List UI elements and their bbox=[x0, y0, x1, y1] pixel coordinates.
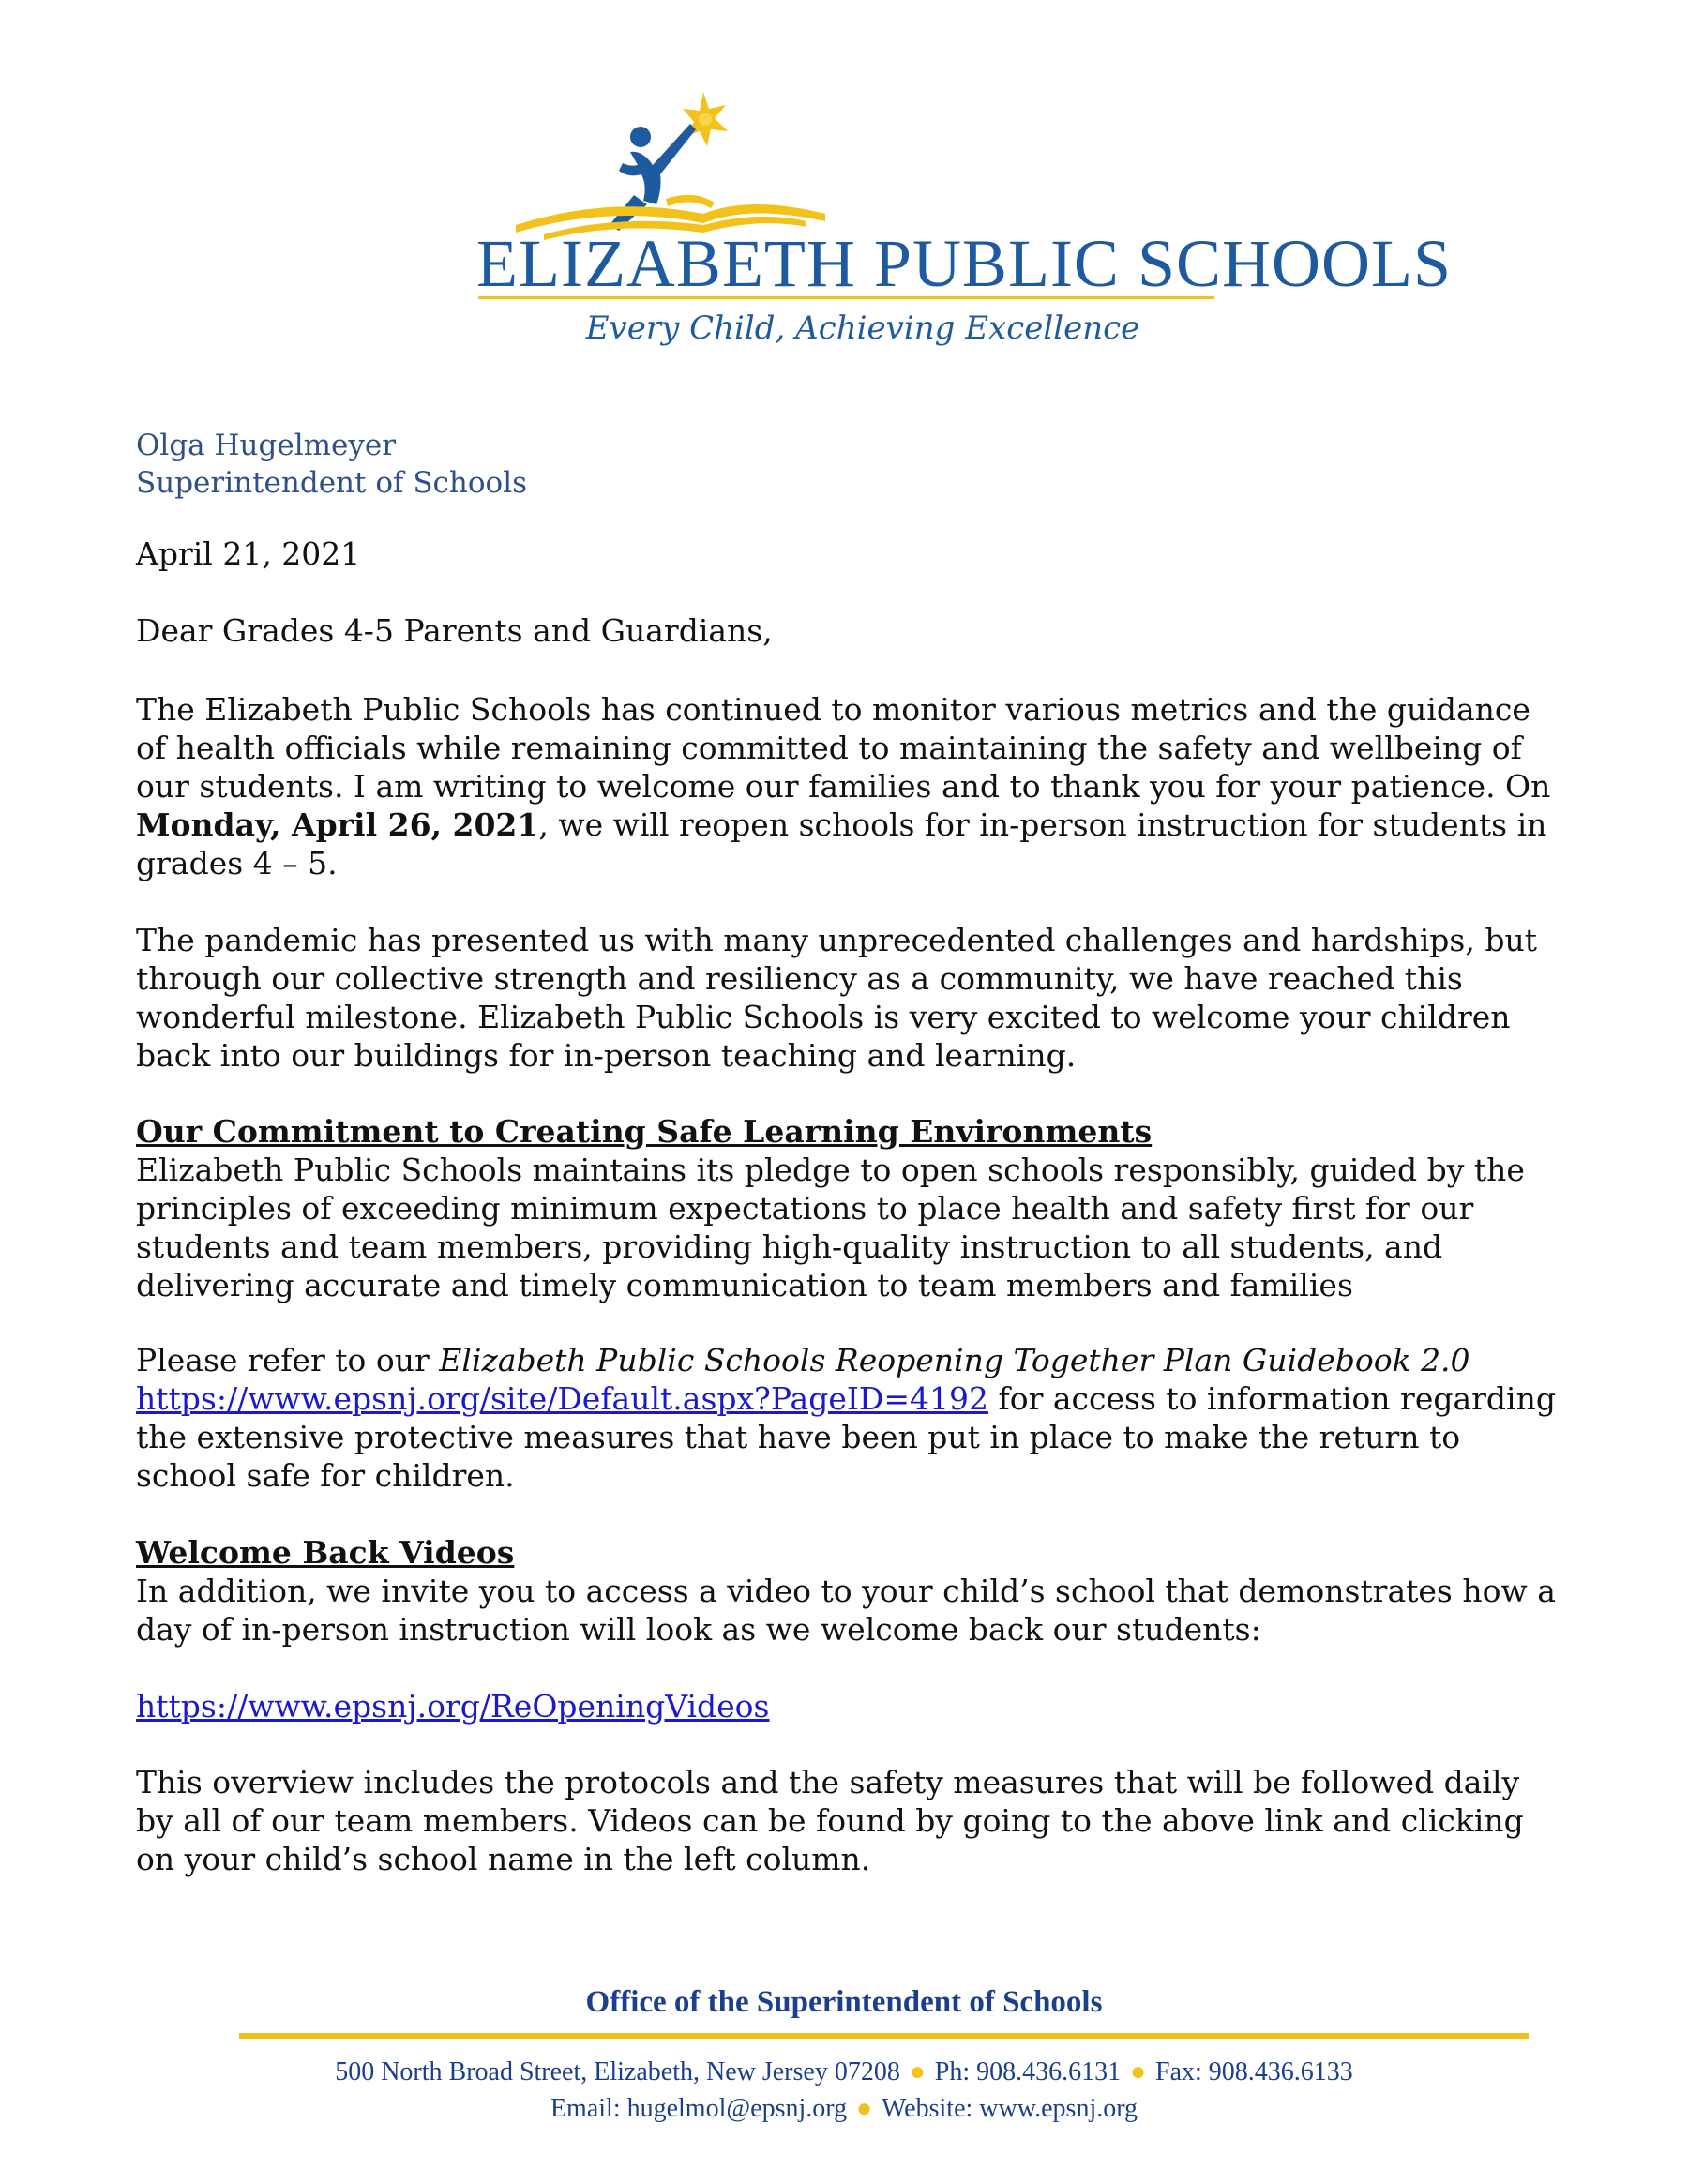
paragraph-text: The pandemic has presented us with many unprecedented challenges and hardships, but through our collective strength and resiliency as a community, we have reached this wonderful milestone. Elizabeth Public Schools is very excited to welcome your children back into our buildings for in-person teaching and learning. bbox=[136, 922, 1537, 1074]
guidebook-title: Elizabeth Public Schools Reopening Together Plan Guidebook 2.0 bbox=[439, 1342, 1470, 1378]
logo-title: ELIZABETH PUBLIC SCHOOLS bbox=[476, 226, 1453, 301]
videos-link-line bbox=[136, 1687, 1561, 1725]
paragraph-text: Please refer to our bbox=[136, 1342, 440, 1378]
paragraph-overview bbox=[136, 1763, 1561, 1878]
footer-divider bbox=[239, 2033, 1529, 2039]
footer-website[interactable]: Website: www.epsnj.org bbox=[882, 2094, 1138, 2123]
paragraph-text: This overview includes the protocols and the safety measures that will be followed daily by all of our team members. Videos can be found by going to the above link and clicking on your child’s school name in the left column. bbox=[136, 1764, 1524, 1877]
paragraph-pandemic bbox=[136, 921, 1561, 1075]
sender-name: Olga Hugelmeyer bbox=[136, 429, 397, 462]
section-heading: Welcome Back Videos bbox=[136, 1534, 515, 1571]
reopening-date: Monday, April 26, 2021 bbox=[136, 806, 539, 843]
logo-tagline: Every Child, Achieving Excellence bbox=[585, 309, 1140, 347]
sender-title: Superintendent of Schools bbox=[136, 466, 528, 500]
bullet-icon: ● bbox=[909, 2057, 926, 2086]
footer-address: 500 North Broad Street, Elizabeth, New Jersey 07208 bbox=[335, 2057, 900, 2086]
paragraph-text: In addition, we invite you to access a video to your child’s school that demonstrates how a day of in-person instruction will look as we welcome back our students: bbox=[136, 1573, 1556, 1648]
footer-fax: Fax: 908.436.6133 bbox=[1155, 2057, 1353, 2086]
section-safe-learning bbox=[136, 1112, 1561, 1304]
footer-phone: Ph: 908.436.6131 bbox=[934, 2057, 1122, 2086]
footer-email[interactable]: Email: hugelmol@epsnj.org bbox=[550, 2094, 848, 2123]
salutation: Dear Grades 4-5 Parents and Guardians, bbox=[136, 612, 773, 649]
letter-date: April 21, 2021 bbox=[136, 535, 361, 572]
section-heading: Our Commitment to Creating Safe Learning Environments bbox=[136, 1113, 1153, 1150]
section-welcome-videos bbox=[136, 1533, 1561, 1649]
bullet-icon: ● bbox=[856, 2094, 872, 2123]
paragraph-text: Elizabeth Public Schools maintains its pledge to open schools responsibly, guided by the principles of exceeding minimum expectations to place health and safety first for our students and team members, providing high-quality instruction to all students, and delivering accurate and timely communication to team members and families bbox=[136, 1152, 1525, 1303]
paragraph-guidebook bbox=[136, 1341, 1561, 1495]
district-logo bbox=[469, 84, 1453, 366]
paragraph-reopening bbox=[136, 690, 1561, 882]
bullet-icon: ● bbox=[1130, 2057, 1147, 2086]
guidebook-link[interactable]: https://www.epsnj.org/site/Default.aspx?PageID=4192 bbox=[136, 1380, 988, 1417]
footer-contact-line bbox=[0, 2057, 1688, 2087]
videos-link[interactable]: https://www.epsnj.org/ReOpeningVideos bbox=[136, 1688, 770, 1725]
footer-office-title: Office of the Superintendent of Schools bbox=[585, 1985, 1103, 2019]
paragraph-text: for access to information regarding the extensive protective measures that have been put in place to make the return to school safe for children. bbox=[136, 1380, 1556, 1494]
paragraph-text: The Elizabeth Public Schools has continued to monitor various metrics and the guidance of health officials while remaining committed to maintaining the safety and wellbeing of our students. I am writing to welcome our families and to thank you for your patience. On bbox=[136, 691, 1551, 805]
footer-web-line bbox=[0, 2094, 1688, 2124]
sender-block bbox=[136, 427, 527, 502]
paragraph-text: , we will reopen schools for in-person instruction for students in grades 4 – 5. bbox=[136, 806, 1547, 881]
